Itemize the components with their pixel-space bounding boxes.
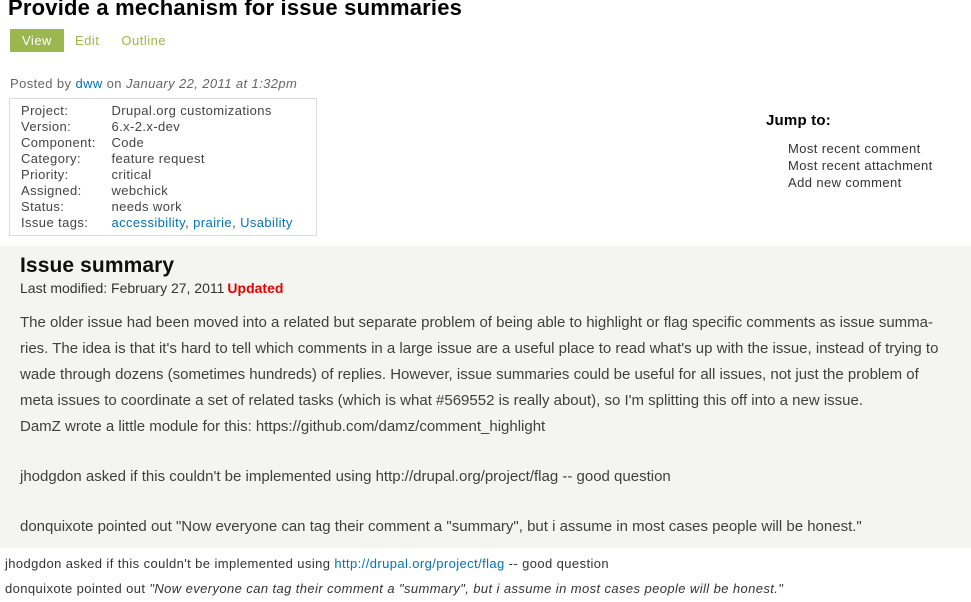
meta-label: Priority: (21, 167, 69, 182)
jump-to-block (766, 112, 933, 191)
meta-value: critical (111, 167, 152, 182)
jump-to-add-new-comment[interactable]: Add new comment (788, 175, 902, 190)
summary-body-line: meta issues to coordinate a set of related tasks (which is what #569552 is really about), so I'm splitting this off into a new issue. (20, 392, 864, 409)
jump-to-heading: Jump to: (766, 112, 831, 129)
table-row (10, 135, 317, 151)
meta-label: Version: (21, 119, 72, 134)
table-row (10, 119, 317, 135)
issue-summary-heading: Issue summary (20, 254, 175, 277)
byline (10, 76, 971, 92)
jump-to-list (788, 140, 933, 191)
summary-body-line: ries. The idea is that it's hard to tell which comments in a large issue are a useful place to read what's up with the issue, instead of trying to (20, 340, 939, 357)
meta-label: Project: (21, 103, 69, 118)
last-modified-line (20, 280, 951, 296)
issue-metadata-table (9, 98, 317, 236)
summary-paragraph-donquixote: donquixote pointed out "Now everyone can tag their comment a "summary", but i assume in most cases people will be honest." (20, 518, 862, 535)
updated-badge: Updated (227, 280, 284, 296)
tab-view[interactable]: View (10, 29, 64, 52)
tab-outline[interactable]: Outline (121, 33, 167, 48)
meta-value: needs work (111, 199, 182, 214)
author-link[interactable]: dww (75, 76, 103, 91)
meta-value: feature request (111, 151, 205, 166)
summary-body-line: The older issue had been moved into a related but separate problem of being able to highlight or flag specific comments as issue summa- (20, 314, 934, 331)
tag-link-prairie[interactable]: prairie (193, 215, 233, 230)
comment-jhodgdon-suffix: -- good question (508, 556, 610, 571)
summary-body (20, 310, 951, 440)
jump-to-most-recent-attachment[interactable]: Most recent attachment (788, 158, 933, 173)
meta-label: Category: (21, 151, 81, 166)
meta-label: Component: (21, 135, 96, 150)
last-modified-text: Last modified: February 27, 2011 (20, 280, 225, 296)
meta-value: webchick (111, 183, 169, 198)
page-title: Provide a mechanism for issue summaries (8, 0, 463, 20)
comment-jhodgdon-text: jhodgdon asked if this couldn't be implemented using (5, 556, 331, 571)
comment-donquixote-quote: "Now everyone can tag their comment a "summary", but i assume in most cases people will be honest." (149, 581, 784, 596)
tag-separator: , (185, 215, 194, 230)
post-date: January 22, 2011 at 1:32pm (125, 76, 298, 91)
table-row (10, 151, 317, 167)
flag-project-link[interactable]: http://drupal.org/project/flag (334, 556, 505, 571)
tag-separator: , (232, 215, 241, 230)
on-label: on (106, 76, 122, 91)
posted-by-label: Posted by (10, 76, 72, 91)
issue-summary-box (0, 246, 971, 548)
table-row (10, 167, 317, 183)
comment-donquixote (5, 581, 971, 597)
comments-section (5, 556, 971, 597)
meta-label: Assigned: (21, 183, 82, 198)
meta-value: Code (111, 135, 145, 150)
meta-value: 6.x-2.x-dev (111, 119, 181, 134)
table-row (10, 183, 317, 199)
table-row (10, 99, 317, 120)
meta-label: Issue tags: (21, 215, 89, 230)
summary-body-line: wade through dozens (sometimes hundreds) of replies. However, issue summaries could be useful for all issues, not just the problem of (20, 366, 919, 383)
meta-label: Status: (21, 199, 65, 214)
jump-to-most-recent-comment[interactable]: Most recent comment (788, 141, 921, 156)
tag-link-accessibility[interactable]: accessibility (111, 215, 186, 230)
comment-donquixote-text: donquixote pointed out (5, 581, 146, 596)
issue-tags (112, 215, 317, 236)
tag-link-usability[interactable]: Usability (240, 215, 293, 230)
table-row-issue-tags (10, 215, 317, 236)
summary-paragraph-jhodgdon: jhodgdon asked if this couldn't be implemented using http://drupal.org/project/flag -- good question (20, 468, 671, 485)
table-row (10, 199, 317, 215)
tabs (10, 29, 971, 52)
meta-value: Drupal.org customizations (111, 103, 272, 118)
summary-body-line: DamZ wrote a little module for this: https://github.com/damz/comment_highlight (20, 418, 546, 435)
comment-jhodgdon (5, 556, 971, 572)
tab-edit[interactable]: Edit (74, 33, 100, 48)
